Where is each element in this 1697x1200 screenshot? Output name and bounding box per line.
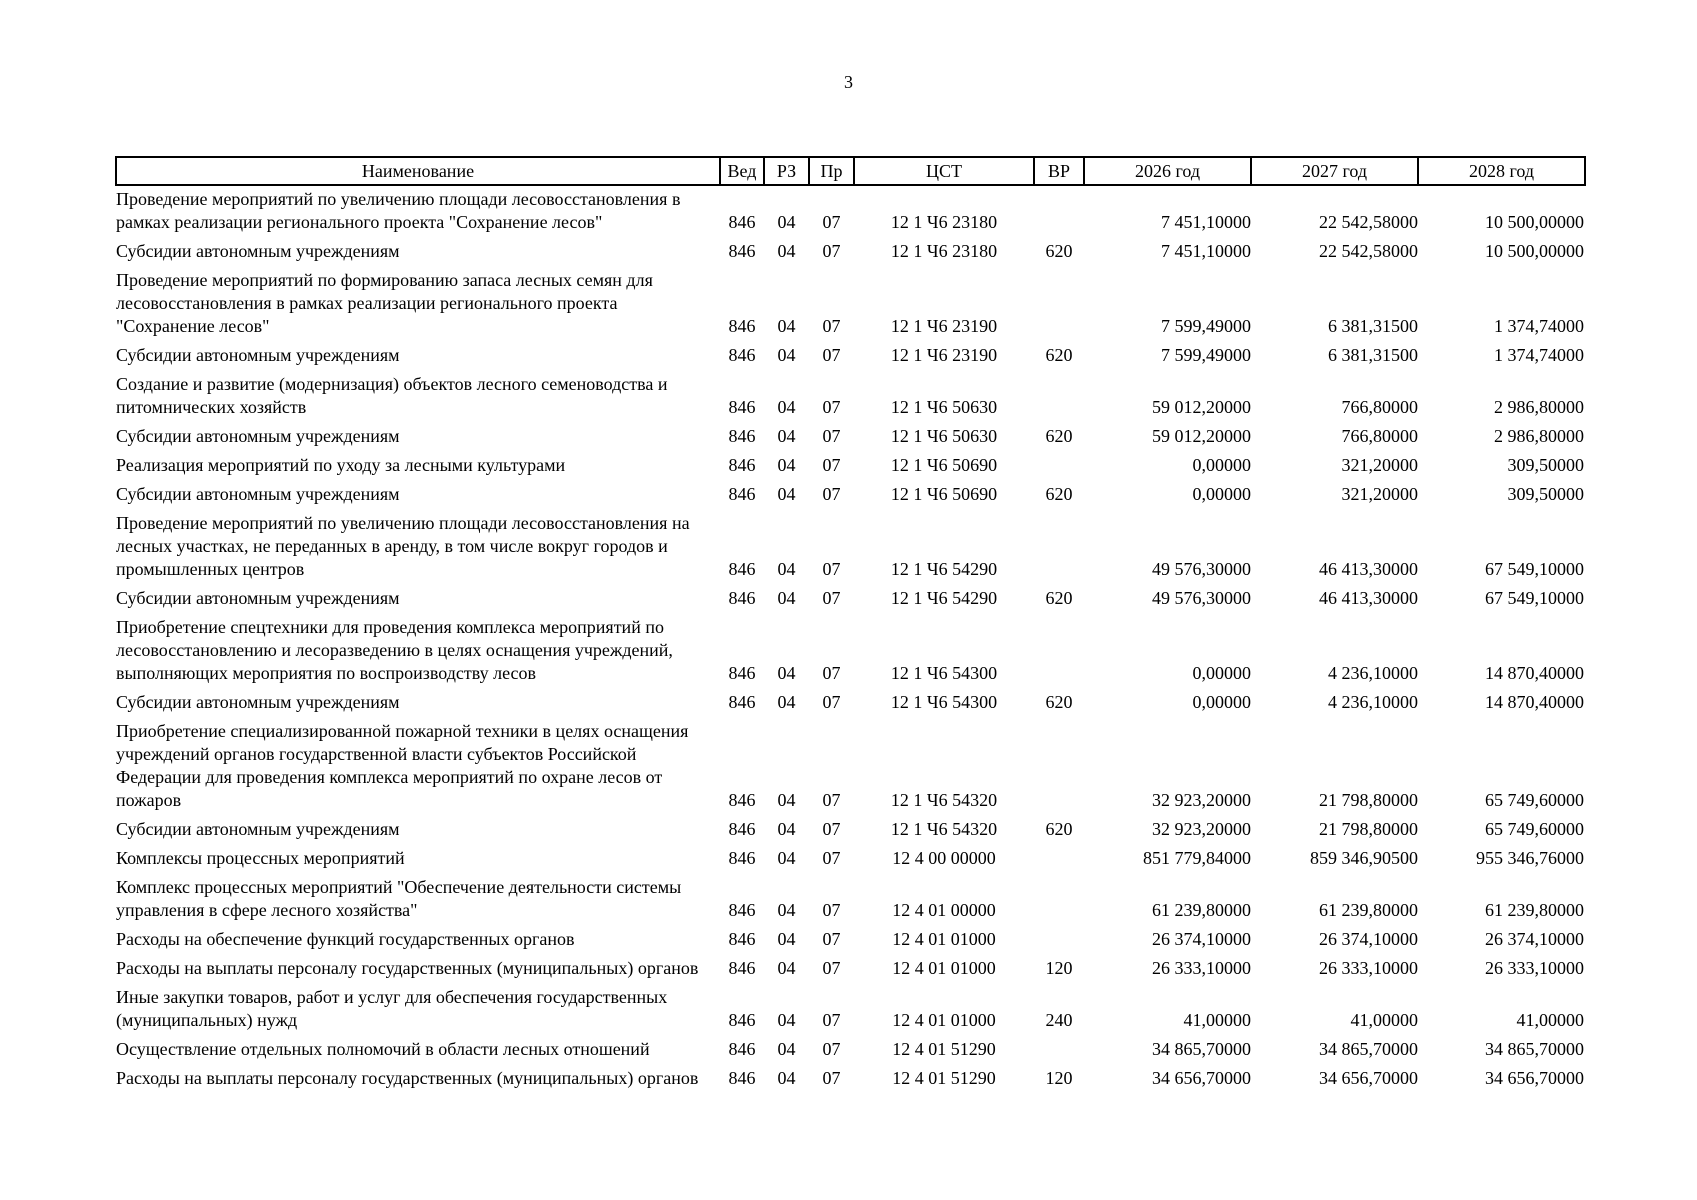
table-body bbox=[116, 185, 1585, 1094]
table-row bbox=[116, 984, 1585, 1036]
cell-rz: 04 bbox=[777, 848, 796, 868]
cell-2027: 766,80000 bbox=[1341, 397, 1418, 417]
cell-cst: 12 1 Ч6 54290 bbox=[890, 588, 998, 608]
table-row bbox=[116, 423, 1585, 452]
cell-ved: 846 bbox=[728, 241, 756, 261]
cell-name: Реализация мероприятий по уходу за лесными культурами bbox=[116, 455, 566, 475]
cell-cst: 12 1 Ч6 54300 bbox=[890, 663, 998, 683]
cell-ved: 846 bbox=[728, 212, 756, 232]
cell-vr: 620 bbox=[1045, 692, 1073, 712]
table-row bbox=[116, 689, 1585, 718]
cell-cst: 12 1 Ч6 23180 bbox=[890, 212, 998, 232]
cell-2027: 21 798,80000 bbox=[1319, 790, 1418, 810]
cell-name: Субсидии автономным учреждениям bbox=[116, 692, 400, 712]
cell-pr: 07 bbox=[822, 1010, 841, 1030]
cell-rz: 04 bbox=[777, 929, 796, 949]
cell-2026: 0,00000 bbox=[1192, 455, 1251, 475]
header-2026: 2026 год bbox=[1084, 157, 1251, 185]
cell-2027: 766,80000 bbox=[1341, 426, 1418, 446]
cell-rz: 04 bbox=[777, 958, 796, 978]
table-row bbox=[116, 816, 1585, 845]
cell-rz: 04 bbox=[777, 1010, 796, 1030]
cell-2028: 14 870,40000 bbox=[1485, 663, 1584, 683]
cell-ved: 846 bbox=[728, 559, 756, 579]
cell-2028: 1 374,74000 bbox=[1494, 316, 1584, 336]
header-vr: ВР bbox=[1034, 157, 1084, 185]
cell-pr: 07 bbox=[822, 663, 841, 683]
table-row bbox=[116, 845, 1585, 874]
cell-2027: 46 413,30000 bbox=[1319, 588, 1418, 608]
cell-rz: 04 bbox=[777, 559, 796, 579]
cell-cst: 12 1 Ч6 50630 bbox=[890, 397, 998, 417]
cell-2028: 2 986,80000 bbox=[1494, 426, 1584, 446]
cell-rz: 04 bbox=[777, 316, 796, 336]
cell-2027: 34 656,70000 bbox=[1319, 1068, 1418, 1088]
cell-2026: 7 451,10000 bbox=[1161, 212, 1251, 232]
cell-ved: 846 bbox=[728, 929, 756, 949]
cell-2026: 0,00000 bbox=[1192, 663, 1251, 683]
header-ved: Вед bbox=[720, 157, 764, 185]
header-2027: 2027 год bbox=[1251, 157, 1418, 185]
cell-pr: 07 bbox=[822, 1068, 841, 1088]
cell-rz: 04 bbox=[777, 588, 796, 608]
cell-ved: 846 bbox=[728, 819, 756, 839]
cell-2026: 7 599,49000 bbox=[1161, 345, 1251, 365]
cell-2028: 2 986,80000 bbox=[1494, 397, 1584, 417]
cell-pr: 07 bbox=[822, 559, 841, 579]
cell-2026: 26 333,10000 bbox=[1152, 958, 1251, 978]
cell-2026: 26 374,10000 bbox=[1152, 929, 1251, 949]
table-row bbox=[116, 1036, 1585, 1065]
cell-2028: 955 346,76000 bbox=[1476, 848, 1584, 868]
cell-rz: 04 bbox=[777, 212, 796, 232]
cell-2026: 59 012,20000 bbox=[1152, 426, 1251, 446]
cell-rz: 04 bbox=[777, 1068, 796, 1088]
cell-pr: 07 bbox=[822, 455, 841, 475]
cell-2026: 49 576,30000 bbox=[1152, 559, 1251, 579]
cell-2028: 1 374,74000 bbox=[1494, 345, 1584, 365]
cell-2027: 26 333,10000 bbox=[1319, 958, 1418, 978]
cell-cst: 12 4 00 00000 bbox=[892, 848, 996, 868]
cell-name: Проведение мероприятий по увеличению площади лесовосстановления на лесных участках, не переданных в аренду, в том числе вокруг городов и промышленных центров bbox=[116, 513, 690, 579]
cell-2028: 65 749,60000 bbox=[1485, 790, 1584, 810]
cell-2026: 7 451,10000 bbox=[1161, 241, 1251, 261]
table-row bbox=[116, 926, 1585, 955]
cell-2026: 32 923,20000 bbox=[1152, 819, 1251, 839]
cell-cst: 12 1 Ч6 23190 bbox=[890, 316, 998, 336]
table-row bbox=[116, 955, 1585, 984]
cell-vr: 620 bbox=[1045, 345, 1073, 365]
cell-rz: 04 bbox=[777, 426, 796, 446]
cell-ved: 846 bbox=[728, 397, 756, 417]
cell-cst: 12 1 Ч6 23180 bbox=[890, 241, 998, 261]
cell-name: Приобретение спецтехники для проведения комплекса мероприятий по лесовосстановлению и лесоразведению в целях оснащения учреждений, выполняющих мероприятия по воспроизводству лесов bbox=[116, 617, 673, 683]
cell-name: Субсидии автономным учреждениям bbox=[116, 345, 400, 365]
cell-name: Комплекс процессных мероприятий "Обеспечение деятельности системы управления в сфере лесного хозяйства" bbox=[116, 877, 682, 920]
table-row bbox=[116, 614, 1585, 689]
cell-pr: 07 bbox=[822, 345, 841, 365]
cell-pr: 07 bbox=[822, 958, 841, 978]
cell-2028: 67 549,10000 bbox=[1485, 588, 1584, 608]
cell-name: Субсидии автономным учреждениям bbox=[116, 819, 400, 839]
cell-cst: 12 1 Ч6 54300 bbox=[890, 692, 998, 712]
table-row bbox=[116, 874, 1585, 926]
cell-pr: 07 bbox=[822, 819, 841, 839]
cell-vr: 120 bbox=[1045, 958, 1073, 978]
header-cst: ЦСТ bbox=[854, 157, 1034, 185]
cell-2028: 65 749,60000 bbox=[1485, 819, 1584, 839]
cell-2027: 6 381,31500 bbox=[1328, 316, 1418, 336]
cell-2026: 0,00000 bbox=[1192, 692, 1251, 712]
cell-pr: 07 bbox=[822, 484, 841, 504]
cell-vr bbox=[1034, 1036, 1084, 1065]
cell-cst: 12 4 01 51290 bbox=[892, 1068, 996, 1088]
cell-cst: 12 1 Ч6 54290 bbox=[890, 559, 998, 579]
table-header-row bbox=[116, 157, 1585, 185]
cell-2026: 0,00000 bbox=[1192, 484, 1251, 504]
cell-vr bbox=[1034, 371, 1084, 423]
cell-cst: 12 1 Ч6 50690 bbox=[890, 484, 998, 504]
cell-rz: 04 bbox=[777, 397, 796, 417]
cell-2028: 61 239,80000 bbox=[1485, 900, 1584, 920]
cell-2028: 26 333,10000 bbox=[1485, 958, 1584, 978]
cell-name: Субсидии автономным учреждениям bbox=[116, 241, 400, 261]
cell-rz: 04 bbox=[777, 790, 796, 810]
cell-2026: 32 923,20000 bbox=[1152, 790, 1251, 810]
table-row bbox=[116, 267, 1585, 342]
cell-rz: 04 bbox=[777, 484, 796, 504]
table-row bbox=[116, 371, 1585, 423]
cell-2028: 41,00000 bbox=[1516, 1010, 1584, 1030]
cell-name: Создание и развитие (модернизация) объектов лесного семеноводства и питомнических хозяйств bbox=[116, 374, 668, 417]
cell-vr: 620 bbox=[1045, 819, 1073, 839]
header-name: Наименование bbox=[116, 157, 720, 185]
cell-ved: 846 bbox=[728, 588, 756, 608]
cell-2028: 67 549,10000 bbox=[1485, 559, 1584, 579]
cell-2026: 49 576,30000 bbox=[1152, 588, 1251, 608]
cell-rz: 04 bbox=[777, 455, 796, 475]
cell-cst: 12 4 01 01000 bbox=[892, 1010, 996, 1030]
cell-ved: 846 bbox=[728, 958, 756, 978]
cell-2026: 34 865,70000 bbox=[1152, 1039, 1251, 1059]
table-row bbox=[116, 1065, 1585, 1094]
cell-pr: 07 bbox=[822, 212, 841, 232]
cell-name: Расходы на выплаты персоналу государственных (муниципальных) органов bbox=[116, 1068, 699, 1088]
cell-rz: 04 bbox=[777, 663, 796, 683]
cell-vr: 620 bbox=[1045, 484, 1073, 504]
cell-ved: 846 bbox=[728, 345, 756, 365]
cell-2028: 14 870,40000 bbox=[1485, 692, 1584, 712]
cell-cst: 12 1 Ч6 23190 bbox=[890, 345, 998, 365]
cell-cst: 12 1 Ч6 54320 bbox=[890, 790, 998, 810]
cell-name: Субсидии автономным учреждениям bbox=[116, 484, 400, 504]
cell-vr bbox=[1034, 874, 1084, 926]
table-row bbox=[116, 585, 1585, 614]
table-row bbox=[116, 342, 1585, 371]
cell-ved: 846 bbox=[728, 692, 756, 712]
cell-2028: 34 865,70000 bbox=[1485, 1039, 1584, 1059]
cell-ved: 846 bbox=[728, 426, 756, 446]
cell-2028: 309,50000 bbox=[1507, 455, 1584, 475]
table-row bbox=[116, 185, 1585, 238]
cell-ved: 846 bbox=[728, 484, 756, 504]
cell-2027: 321,20000 bbox=[1341, 455, 1418, 475]
cell-pr: 07 bbox=[822, 1039, 841, 1059]
cell-pr: 07 bbox=[822, 426, 841, 446]
cell-pr: 07 bbox=[822, 848, 841, 868]
cell-2027: 859 346,90500 bbox=[1310, 848, 1418, 868]
cell-name: Расходы на выплаты персоналу государственных (муниципальных) органов bbox=[116, 958, 699, 978]
cell-rz: 04 bbox=[777, 692, 796, 712]
cell-2027: 34 865,70000 bbox=[1319, 1039, 1418, 1059]
cell-rz: 04 bbox=[777, 819, 796, 839]
cell-vr bbox=[1034, 845, 1084, 874]
cell-2028: 26 374,10000 bbox=[1485, 929, 1584, 949]
cell-rz: 04 bbox=[777, 345, 796, 365]
cell-name: Приобретение специализированной пожарной техники в целях оснащения учреждений органов государственной власти субъектов Российской Федерации для проведения комплекса мероприятий по охране лесов от пожаров bbox=[116, 721, 689, 810]
cell-2028: 10 500,00000 bbox=[1485, 241, 1584, 261]
cell-vr: 240 bbox=[1045, 1010, 1073, 1030]
table-row bbox=[116, 510, 1585, 585]
cell-vr bbox=[1034, 452, 1084, 481]
cell-name: Проведение мероприятий по формированию запаса лесных семян для лесовосстановления в рамках реализации регионального проекта "Сохранение лесов" bbox=[116, 270, 653, 336]
cell-2027: 61 239,80000 bbox=[1319, 900, 1418, 920]
cell-vr: 620 bbox=[1045, 588, 1073, 608]
cell-2028: 10 500,00000 bbox=[1485, 212, 1584, 232]
cell-ved: 846 bbox=[728, 663, 756, 683]
table-row bbox=[116, 452, 1585, 481]
cell-rz: 04 bbox=[777, 1039, 796, 1059]
cell-2027: 4 236,10000 bbox=[1328, 692, 1418, 712]
cell-name: Проведение мероприятий по увеличению площади лесовосстановления в рамках реализации регионального проекта "Сохранение лесов" bbox=[116, 189, 681, 232]
cell-cst: 12 4 01 00000 bbox=[892, 900, 996, 920]
cell-pr: 07 bbox=[822, 241, 841, 261]
cell-cst: 12 4 01 01000 bbox=[892, 929, 996, 949]
cell-2027: 321,20000 bbox=[1341, 484, 1418, 504]
cell-2026: 61 239,80000 bbox=[1152, 900, 1251, 920]
cell-2027: 41,00000 bbox=[1350, 1010, 1418, 1030]
cell-rz: 04 bbox=[777, 900, 796, 920]
table-row bbox=[116, 718, 1585, 816]
cell-2027: 22 542,58000 bbox=[1319, 241, 1418, 261]
cell-pr: 07 bbox=[822, 397, 841, 417]
cell-pr: 07 bbox=[822, 316, 841, 336]
cell-2027: 4 236,10000 bbox=[1328, 663, 1418, 683]
cell-name: Осуществление отдельных полномочий в области лесных отношений bbox=[116, 1039, 650, 1059]
cell-ved: 846 bbox=[728, 1039, 756, 1059]
cell-2027: 46 413,30000 bbox=[1319, 559, 1418, 579]
cell-2028: 309,50000 bbox=[1507, 484, 1584, 504]
cell-vr bbox=[1034, 718, 1084, 816]
cell-cst: 12 1 Ч6 50690 bbox=[890, 455, 998, 475]
cell-2027: 6 381,31500 bbox=[1328, 345, 1418, 365]
cell-2026: 34 656,70000 bbox=[1152, 1068, 1251, 1088]
cell-2026: 59 012,20000 bbox=[1152, 397, 1251, 417]
cell-name: Комплексы процессных мероприятий bbox=[116, 848, 405, 868]
cell-ved: 846 bbox=[728, 900, 756, 920]
cell-vr: 120 bbox=[1045, 1068, 1073, 1088]
cell-2028: 34 656,70000 bbox=[1485, 1068, 1584, 1088]
cell-cst: 12 4 01 01000 bbox=[892, 958, 996, 978]
cell-ved: 846 bbox=[728, 1010, 756, 1030]
cell-ved: 846 bbox=[728, 848, 756, 868]
cell-cst: 12 1 Ч6 50630 bbox=[890, 426, 998, 446]
cell-ved: 846 bbox=[728, 1068, 756, 1088]
header-2028: 2028 год bbox=[1418, 157, 1585, 185]
cell-vr: 620 bbox=[1045, 426, 1073, 446]
cell-ved: 846 bbox=[728, 316, 756, 336]
cell-vr bbox=[1034, 926, 1084, 955]
page-number: 3 bbox=[844, 72, 853, 92]
cell-2027: 22 542,58000 bbox=[1319, 212, 1418, 232]
cell-pr: 07 bbox=[822, 588, 841, 608]
cell-vr bbox=[1034, 267, 1084, 342]
cell-name: Субсидии автономным учреждениям bbox=[116, 588, 400, 608]
cell-name: Расходы на обеспечение функций государственных органов bbox=[116, 929, 575, 949]
cell-2027: 26 374,10000 bbox=[1319, 929, 1418, 949]
cell-pr: 07 bbox=[822, 692, 841, 712]
cell-pr: 07 bbox=[822, 929, 841, 949]
cell-cst: 12 1 Ч6 54320 bbox=[890, 819, 998, 839]
cell-2026: 7 599,49000 bbox=[1161, 316, 1251, 336]
cell-vr bbox=[1034, 614, 1084, 689]
cell-2027: 21 798,80000 bbox=[1319, 819, 1418, 839]
header-pr: Пр bbox=[809, 157, 854, 185]
cell-ved: 846 bbox=[728, 455, 756, 475]
cell-ved: 846 bbox=[728, 790, 756, 810]
cell-cst: 12 4 01 51290 bbox=[892, 1039, 996, 1059]
cell-vr bbox=[1034, 510, 1084, 585]
cell-pr: 07 bbox=[822, 900, 841, 920]
cell-pr: 07 bbox=[822, 790, 841, 810]
cell-vr bbox=[1034, 185, 1084, 238]
cell-vr: 620 bbox=[1045, 241, 1073, 261]
cell-name: Субсидии автономным учреждениям bbox=[116, 426, 400, 446]
cell-2026: 851 779,84000 bbox=[1143, 848, 1251, 868]
cell-name: Иные закупки товаров, работ и услуг для обеспечения государственных (муниципальных) нужд bbox=[116, 987, 668, 1030]
table-row bbox=[116, 238, 1585, 267]
table-row bbox=[116, 481, 1585, 510]
cell-2026: 41,00000 bbox=[1183, 1010, 1251, 1030]
budget-table bbox=[115, 156, 1586, 1094]
header-rz: РЗ bbox=[764, 157, 809, 185]
cell-rz: 04 bbox=[777, 241, 796, 261]
